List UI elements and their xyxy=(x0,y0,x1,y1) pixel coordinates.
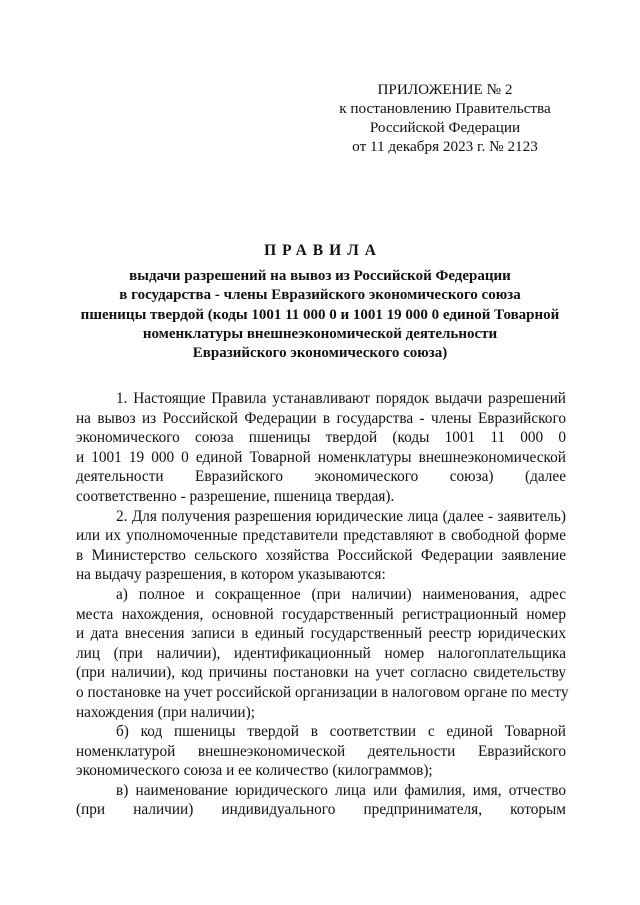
text-line: места нахождения, основной государственный регистрационный номер xyxy=(76,605,566,623)
subtitle-line: Евразийского экономического союза) xyxy=(192,345,448,362)
text-line: в) наименование юридического лица или фамилия, имя, отчество xyxy=(116,781,566,799)
appendix-date: от 11 декабря 2023 г. № 2123 xyxy=(352,138,538,155)
subtitle-line: выдачи разрешений на вывоз из Российской Федерации xyxy=(129,268,511,284)
text-line: (при наличии), код причины постановки на учет согласно свидетельству xyxy=(76,664,566,682)
paragraph-2 xyxy=(76,507,566,585)
text-line: в Министерство сельского хозяйства Российской Федерации заявление xyxy=(76,546,566,564)
document-body xyxy=(76,389,569,820)
text-line: на выдачу разрешения, в котором указываются: xyxy=(76,566,386,584)
text-line: лиц (при наличии), идентификационный номер налогоплательщика xyxy=(76,644,566,662)
text-line: и 1001 19 000 0 единой Товарной номенклатуры внешнеэкономической xyxy=(76,448,566,466)
text-line: (при наличии) индивидуального предпринимателя, которым xyxy=(76,801,566,819)
text-line: экономического союза пшеницы твердой (коды 1001 11 000 0 xyxy=(76,429,566,447)
paragraph-2b xyxy=(76,722,566,781)
subtitle-line: в государства - члены Евразийского экономического союза xyxy=(119,287,521,304)
text-line: деятельности Евразийского экономического союза) (далее xyxy=(76,468,566,486)
subtitle-line: пшеницы твердой (коды 1001 11 000 0 и 1001 19 000 0 единой Товарной xyxy=(80,306,560,323)
appendix-issuer: Российской Федерации xyxy=(369,119,521,136)
document-subtitle xyxy=(60,267,580,363)
paragraph-2a xyxy=(76,585,569,722)
paragraph-2c xyxy=(76,781,566,820)
text-line: или их уполномоченные представители представляют в свободной форме xyxy=(76,527,566,545)
text-line: соответственно - разрешение, пшеница твердая). xyxy=(76,487,395,505)
document-title: ПРАВИЛА xyxy=(264,242,382,259)
text-line: 2. Для получения разрешения юридические лица (далее - заявитель) xyxy=(116,507,566,525)
text-line: на вывоз из Российской Федерации в государства - члены Евразийского xyxy=(76,409,566,427)
text-line: нахождения (при наличии); xyxy=(76,703,255,721)
text-line: номенклатурой внешнеэкономической деятельности Евразийского xyxy=(76,742,566,760)
appendix-reference: к постановлению Правительства xyxy=(339,100,551,117)
text-line: экономического союза и ее количество (килограммов); xyxy=(76,762,433,780)
subtitle-line: номенклатуры внешнеэкономической деятельности xyxy=(142,325,498,342)
paragraph-1 xyxy=(76,389,566,507)
text-line: о постановке на учет российской организации в налоговом органе по месту xyxy=(76,683,569,701)
appendix-header xyxy=(330,80,560,156)
appendix-number: ПРИЛОЖЕНИЕ № 2 xyxy=(377,81,513,98)
text-line: 1. Настоящие Правила устанавливают порядок выдачи разрешений xyxy=(116,390,566,407)
text-line: б) код пшеницы твердой в соответствии с единой Товарной xyxy=(116,723,566,741)
text-line: а) полное и сокращенное (при наличии) наименования, адрес xyxy=(116,585,566,603)
text-line: и дата внесения записи в единый государственный реестр юридических xyxy=(76,625,566,643)
